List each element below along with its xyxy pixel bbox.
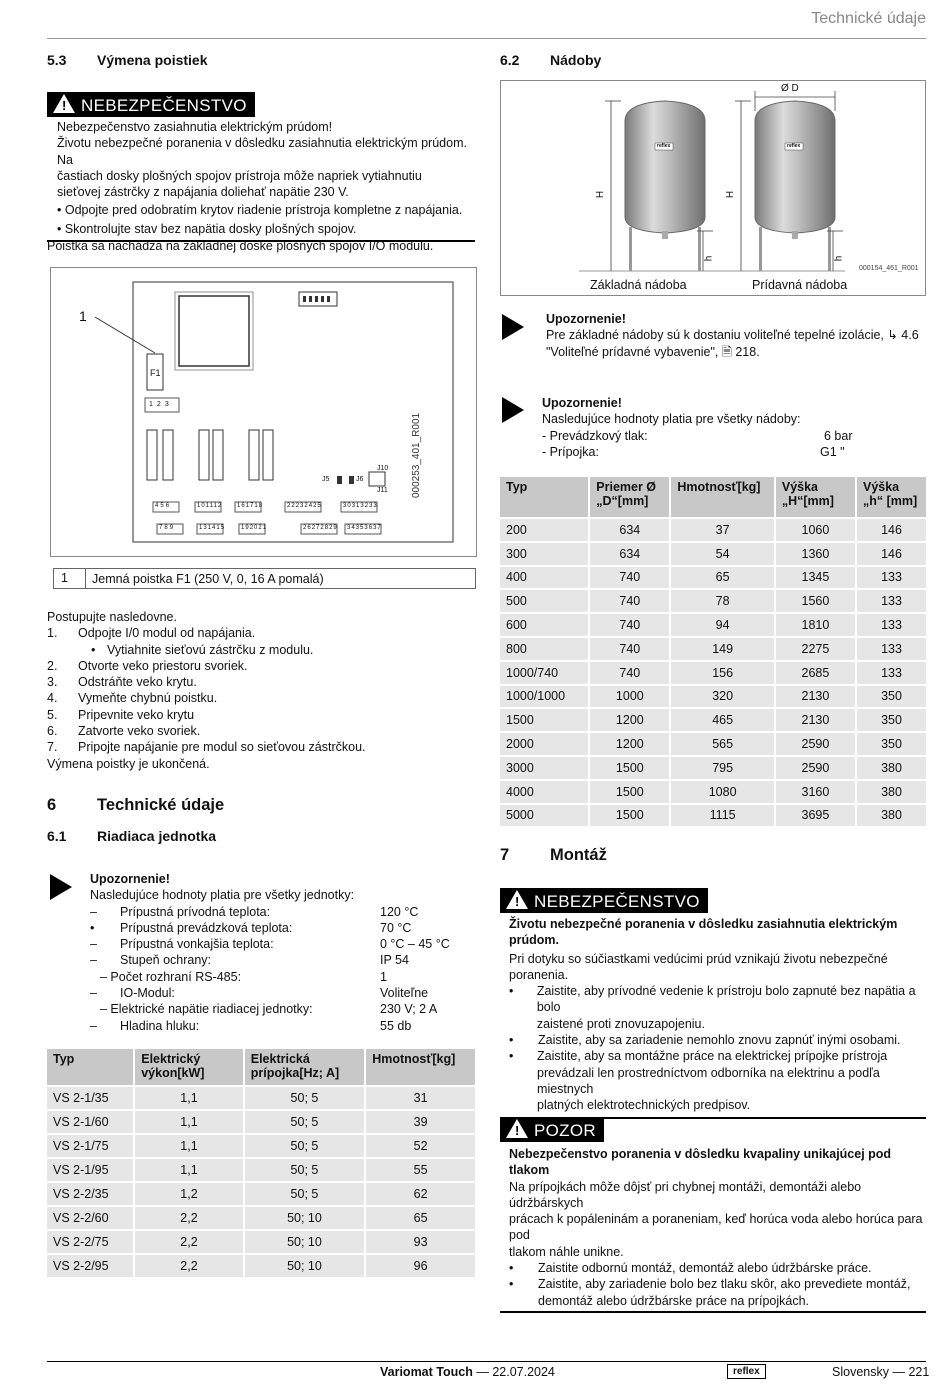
table-cell: 54 [671,543,773,565]
table-cell: 740 [590,614,669,636]
table-cell: 133 [857,614,926,636]
table-row [47,1111,475,1133]
table-header-row [500,477,926,517]
height-label: H [725,190,737,199]
table-cell: 740 [590,567,669,589]
table-cell: 2275 [776,638,855,660]
table-cell: 300 [500,543,588,565]
table-cell: 50; 10 [245,1231,364,1253]
table-cell: 1000 [590,686,669,708]
table-cell: 1200 [590,733,669,755]
table-row [500,662,926,684]
table-cell: 380 [857,805,926,827]
col-header: Výška „h“ [mm] [857,477,926,517]
header-rule [47,38,926,39]
table-cell: 380 [857,781,926,803]
table-cell: 65 [671,567,773,589]
table-cell: 740 [590,590,669,612]
reflex-logo: reflex [727,1364,766,1379]
vessel-table [498,475,928,828]
table-cell: 1060 [776,519,855,541]
caution-rule [500,1311,926,1313]
table-cell: 1200 [590,709,669,731]
caution-text: Nebezpečenstvo poranenia v dôsledku kvapaliny unikajúcej pod tlakom Na prípojkách môže dôjsť pri chybnej montáži, demontáži alebo údržbárskych prácach k popáleninám a poraneniam, keď horúca voda alebo horúca para pod tlakom náhle unikne. • Zaistite odbornú montáž, demontáž alebo údržbárske práce. • Zaistite, aby zariadenie bolo bez tlaku skôr, ako prevediete montáž, demontáž alebo údržbárske práce na prípojkách. [509,1147,923,1308]
table-cell: 65 [366,1207,475,1229]
table-cell: 2130 [776,686,855,708]
table-cell: 3695 [776,805,855,827]
table-cell: 96 [366,1255,475,1277]
note-insulation [546,311,926,360]
table-cell: 2590 [776,757,855,779]
table-row [500,757,926,779]
table-cell: 62 [366,1183,475,1205]
callout-number: 1 [79,308,87,324]
terminal-labels-top: 123 [149,401,173,408]
table-cell: 740 [590,662,669,684]
step-item: 6. Zatvorte veko svoriek. [47,724,201,739]
col-header: Výška „H“[mm] [776,477,855,517]
note-vessel-values [542,395,922,460]
table-row [47,1135,475,1157]
section-title: Montáž [550,846,607,864]
section-title: Nádoby [550,52,602,68]
table-cell: 600 [500,614,588,636]
section-number: 7 [500,846,510,864]
terminal-group: 101112 [197,503,223,509]
table-cell: VS 2-1/95 [47,1159,133,1181]
col-header: Elektrický výkon[kW] [135,1049,243,1085]
section-7-heading [500,846,607,865]
table-cell: 1,1 [135,1135,243,1157]
table-cell: VS 2-2/95 [47,1255,133,1277]
table-cell: 634 [590,519,669,541]
table-cell: 146 [857,519,926,541]
table-cell: 400 [500,567,588,589]
table-row [500,567,926,589]
spec-row: – Počet rozhraní RS-485: 1 [100,969,387,984]
j5-label: J5 [322,476,330,483]
table-cell: 1000/1000 [500,686,588,708]
table-cell: 740 [590,638,669,660]
table-cell: 350 [857,733,926,755]
caption-additional-vessel: Prídavná nádoba [752,278,848,292]
table-row [500,614,926,636]
note-title: Upozornenie! [90,872,170,886]
table-cell: 1345 [776,567,855,589]
caution-box [500,1117,926,1313]
footer-page-info: Slovensky — 221 [832,1365,930,1379]
table-cell: 1500 [500,709,588,731]
note-arrow-icon [50,874,72,900]
table-cell: 1,1 [135,1111,243,1133]
table-cell: 2590 [776,733,855,755]
col-header: Typ [47,1049,133,1085]
spec-row: – Stupeň ochrany: IP 54 [90,953,409,968]
table-cell: 465 [671,709,773,731]
table-cell: 795 [671,757,773,779]
table-cell: 350 [857,686,926,708]
spec-row: - Prevádzkový tlak: 6 bar [542,428,853,443]
table-cell: 1,1 [135,1159,243,1181]
danger-box-electric [47,92,475,242]
terminal-group: 34353637 [347,525,382,531]
table-cell: 133 [857,567,926,589]
section-number: 6 [47,796,57,814]
table-cell: 1560 [776,590,855,612]
table-row [500,709,926,731]
leg-height-label: h [833,255,845,262]
table-cell: 1000/740 [500,662,588,684]
terminal-group: 26272829 [303,525,338,531]
table-cell: VS 2-2/75 [47,1231,133,1253]
terminal-group: 30313233 [343,503,378,509]
table-cell: VS 2-1/75 [47,1135,133,1157]
table-cell: 37 [671,519,773,541]
table-cell: VS 2-1/35 [47,1087,133,1109]
steps-intro: Postupujte nasledovne. [47,610,177,624]
note-arrow-icon [502,314,524,340]
table-cell: 500 [500,590,588,612]
table-row [47,1207,475,1229]
table-row [500,519,926,541]
table-row [500,686,926,708]
section-number: 6.2 [500,52,520,68]
leg-height-label: h [703,255,715,262]
danger-label: ! NEBEZPEČENSTVO [500,888,708,913]
terminal-group: 456 [155,503,172,509]
table-cell: 2,2 [135,1255,243,1277]
note-arrow-icon [502,397,524,423]
terminal-group: 192021 [241,525,268,531]
table-row [500,805,926,827]
step-item: 1. Odpojte I/0 modul od napájania. [47,626,256,641]
table-cell: 2685 [776,662,855,684]
spec-row: – Hladina hluku: 55 db [90,1018,412,1033]
caution-label: ! POZOR [500,1117,604,1142]
diameter-label: Ø D [781,83,799,94]
table-row [500,543,926,565]
table-cell: 1,1 [135,1087,243,1109]
unit-table [45,1047,477,1279]
fuse-location-text: Poistka sa nachádza na základnej doske plošných spojov I/O modulu. [47,239,434,253]
figure-code: 000253_401_R001 [411,412,422,498]
table-cell: 1360 [776,543,855,565]
section-title: Výmena poistiek [97,52,208,68]
section-title: Riadiaca jednotka [97,828,217,844]
table-row [500,781,926,803]
steps-outro: Výmena poistky je ukončená. [47,756,210,771]
footer-product: Variomat Touch — 22.07.2024 [380,1365,555,1379]
table-cell: 50; 5 [245,1183,364,1205]
table-cell: 50; 10 [245,1255,364,1277]
table-cell: 133 [857,590,926,612]
table-row [47,1087,475,1109]
table-cell: 50; 10 [245,1207,364,1229]
header-title: Technické údaje [811,10,926,27]
note-intro: Nasledujúce hodnoty platia pre všetky jednotky: [90,888,355,903]
terminal-group: 789 [159,525,176,531]
table-cell: 200 [500,519,588,541]
note-unit-values [90,871,475,1034]
col-header: Priemer Ø „D“[mm] [590,477,669,517]
col-header: Hmotnosť[kg] [671,477,773,517]
table-cell: 2,2 [135,1231,243,1253]
danger-text: Životu nebezpečné poranenia v dôsledku zasiahnutia elektrickým prúdom. Pri dotyku so súčiastkami vedúcimi prúd vznikajú životu nebezpečné poranenia. • Zaistite, aby prívodné vedenie k prístroju bolo zapnuté bez napätia a bolo zaistené proti znovuzapojeniu. • Zaistite, aby sa zariadenie nemohlo znovu zapnúť inými osobami. • Zaistite, aby sa montážne práce na elektrickej prípojke prístroja prevádzali len prostredníctvom odborníka na elektrinu a podľa miestnych platných elektrotechnických predpisov. [509,917,916,1113]
table-cell: 94 [671,614,773,636]
spec-row: • Prípustná prevádzková teplota: 70 °C [90,920,412,935]
table-row [500,733,926,755]
table-cell: 1500 [590,781,669,803]
legend-row [53,568,476,589]
table-cell: 52 [366,1135,475,1157]
table-cell: VS 2-2/35 [47,1183,133,1205]
section-6-1-heading [47,828,216,844]
warning-icon: ! [506,890,528,909]
table-cell: 634 [590,543,669,565]
table-cell: 380 [857,757,926,779]
step-item: 2. Otvorte veko priestoru svoriek. [47,658,248,673]
table-cell: 55 [366,1159,475,1181]
table-cell: 50; 5 [245,1159,364,1181]
step-item: 7. Pripojte napájanie pre modul so sieťovou zástrčkou. [47,740,366,755]
table-cell: 1115 [671,805,773,827]
note-text: Pre základné nádoby sú k dostaniu voliteľné tepelné izolácie, ↳ 4.6 [546,328,919,343]
section-number: 6.1 [47,828,67,844]
steps-block [47,609,475,772]
table-cell: 133 [857,662,926,684]
table-cell: 1,2 [135,1183,243,1205]
col-header: Typ [500,477,588,517]
j10-label: J10 [377,465,389,472]
table-cell: 5000 [500,805,588,827]
danger-box-mounting [500,888,926,1119]
table-cell: 2130 [776,709,855,731]
note-title: Upozornenie! [542,396,622,410]
step-item: 3. Odstráňte veko krytu. [47,675,197,690]
vessel-figure [500,80,926,296]
table-cell: 93 [366,1231,475,1253]
table-row [500,638,926,660]
figure-code: 000154_461_R001 [859,265,919,272]
section-number: 5.3 [47,52,67,68]
warning-icon: ! [53,94,75,113]
section-6-2-heading [500,52,601,68]
spec-row: – Prípustná prívodná teplota: 120 °C [90,904,419,919]
table-row [47,1231,475,1253]
table-cell: 1810 [776,614,855,636]
j11-label: J11 [377,487,388,494]
table-header-row [47,1049,475,1085]
step-subitem: • Vytiahnite sieťovú zástrčku z modulu. [91,642,314,657]
terminal-group: 161718 [237,503,264,509]
table-cell: 50; 5 [245,1087,364,1109]
table-cell: 78 [671,590,773,612]
table-row [500,590,926,612]
table-cell: 3000 [500,757,588,779]
spec-row: – Elektrické napätie riadiacej jednotky: 230 V; 2 A [100,1002,438,1017]
footer-rule [47,1361,926,1362]
height-label: H [595,190,607,199]
table-cell: 350 [857,709,926,731]
table-row [47,1159,475,1181]
legend-text: Jemná poistka F1 (250 V, 0, 16 A pomalá) [92,571,324,586]
table-cell: VS 2-2/60 [47,1207,133,1229]
table-cell: 133 [857,638,926,660]
table-row [47,1183,475,1205]
warning-icon: ! [506,1119,528,1138]
col-header: Elektrická prípojka[Hz; A] [245,1049,364,1085]
reflex-logo: reflex [787,143,801,149]
danger-text: Nebezpečenstvo zasiahnutia elektrickým prúdom! Životu nebezpečné poranenia v dôsledku zasiahnutia elektrickým prúdom. Na častiach dosky plošných spojov prístroja môže napriek vytiahnutiu sieťovej zástrčky z napájania doliehať napätie 230 V. • Odpojte pred odobratím krytov riadenie prístroja kompletne z napájania. • Skontrolujte stav bez napätia dosky plošných spojov. [57,120,467,236]
table-cell: 1500 [590,805,669,827]
table-cell: 149 [671,638,773,660]
table-cell: 320 [671,686,773,708]
table-cell: 3160 [776,781,855,803]
terminal-group: 22232425 [287,503,322,509]
legend-number: 1 [54,569,86,588]
table-cell: 1080 [671,781,773,803]
table-cell: 565 [671,733,773,755]
fuse-f1-label: F1 [150,368,161,378]
table-cell: 146 [857,543,926,565]
section-title: Technické údaje [97,796,225,814]
board-figure [50,267,477,557]
table-cell: 50; 5 [245,1135,364,1157]
spec-row: – IO-Modul: Voliteľne [90,986,429,1001]
col-header: Hmotnosť[kg] [366,1049,475,1085]
table-cell: 1500 [590,757,669,779]
danger-label: ! NEBEZPEČENSTVO [47,92,255,117]
reflex-logo: reflex [657,143,671,149]
caption-basic-vessel: Základná nádoba [590,278,687,292]
step-item: 5. Pripevnite veko krytu [47,707,195,722]
vessel-diagram [501,81,925,295]
section-5-3-heading [47,52,208,68]
spec-row: – Prípustná vonkajšia teplota: 0 °C – 45 °C [90,937,450,952]
note-text: "Voliteľné prídavné vybavenie", 🗎 218. [546,344,760,359]
table-cell: 50; 5 [245,1111,364,1133]
table-cell: 2,2 [135,1207,243,1229]
spec-row: - Prípojka: G1 " [542,444,845,459]
step-item: 4. Vymeňte chybnú poistku. [47,691,218,706]
terminal-group: 131415 [199,525,226,531]
table-cell: 4000 [500,781,588,803]
table-row [47,1255,475,1277]
table-cell: 2000 [500,733,588,755]
table-cell: 31 [366,1087,475,1109]
table-cell: 156 [671,662,773,684]
j6-label: J6 [356,476,364,483]
section-6-heading [47,796,224,815]
table-cell: 800 [500,638,588,660]
note-title: Upozornenie! [546,312,626,326]
table-cell: 39 [366,1111,475,1133]
note-intro: Nasledujúce hodnoty platia pre všetky nádoby: [542,412,801,427]
table-cell: VS 2-1/60 [47,1111,133,1133]
